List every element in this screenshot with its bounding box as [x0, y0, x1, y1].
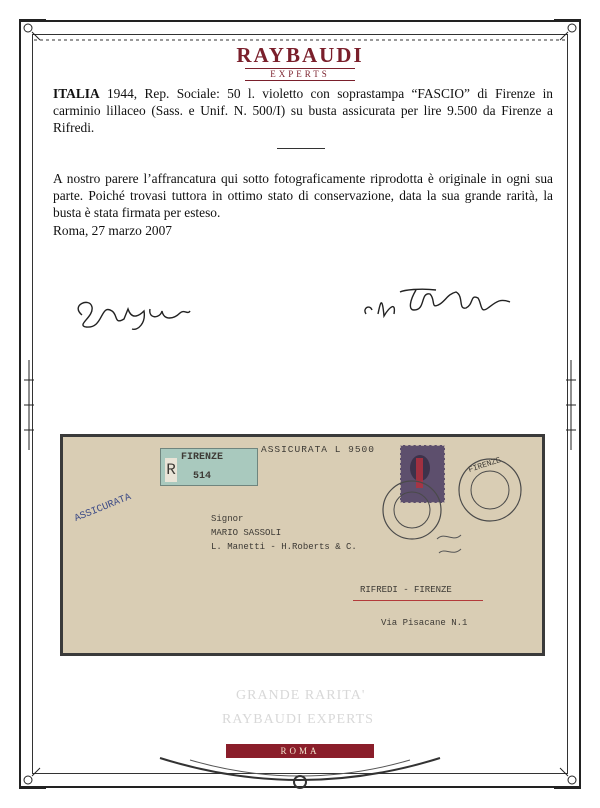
brand-name: RAYBAUDI — [236, 43, 364, 67]
separator-line — [277, 148, 325, 149]
certificate-date: Roma, 27 marzo 2007 — [53, 223, 173, 238]
pencil-note-icon — [435, 529, 465, 569]
registration-letter: R — [165, 458, 177, 482]
destination-line: RIFREDI - FIRENZE — [360, 585, 452, 595]
bottom-garland-icon — [150, 752, 450, 794]
description-text: 1944, Rep. Sociale: 50 l. violetto con soprastampa “FASCIO” di Firenze in carminio lillaceo (Sass. e Unif. N. 500/I) su busta assicurata per lire 9.500 da Firenze a Rifredi. — [53, 86, 553, 135]
street-line: Via Pisacane N.1 — [381, 618, 468, 628]
postmark-city: FIRENZE — [467, 456, 503, 475]
assicurata-handstamp: ASSICURATA — [73, 492, 133, 525]
brand-header — [160, 44, 440, 81]
country-label: ITALIA — [53, 86, 100, 101]
corner-ornament-icon — [18, 760, 48, 790]
signature-left — [70, 285, 195, 335]
side-ornament-icon — [22, 360, 36, 450]
footer-city: ROMA — [226, 744, 374, 758]
destination-underline — [353, 600, 483, 601]
addressee-name: MARIO SASSOLI — [211, 528, 282, 538]
background-lettering-2: RAYBAUDI EXPERTS — [222, 712, 374, 727]
background-lettering-1: GRANDE RARITA' — [236, 688, 366, 703]
registration-number: 514 — [193, 471, 212, 482]
certificate-inner-border — [32, 34, 568, 774]
insured-amount-label: ASSICURATA L 9500 — [261, 444, 375, 455]
registration-city: FIRENZE — [181, 452, 224, 463]
corner-ornament-icon — [552, 760, 582, 790]
cover-envelope-photo — [60, 434, 545, 656]
registration-label — [160, 448, 258, 486]
addressee-company: L. Manetti - H.Roberts & C. — [211, 542, 357, 552]
signature-right — [360, 280, 520, 330]
addressee-title: Signor — [211, 514, 244, 524]
side-ornament-icon — [564, 360, 578, 450]
certificate-description — [53, 85, 553, 136]
brand-subtitle: EXPERTS — [245, 68, 355, 81]
certificate-opinion: A nostro parere l’affrancatura qui sotto fotograficamente riprodotta è originale in ogni sua parte. Poiché trovasi tuttora in ottimo stato di conservazione, data la sua grande rarità, la busta è stata firmata per esteso. — [53, 171, 553, 220]
